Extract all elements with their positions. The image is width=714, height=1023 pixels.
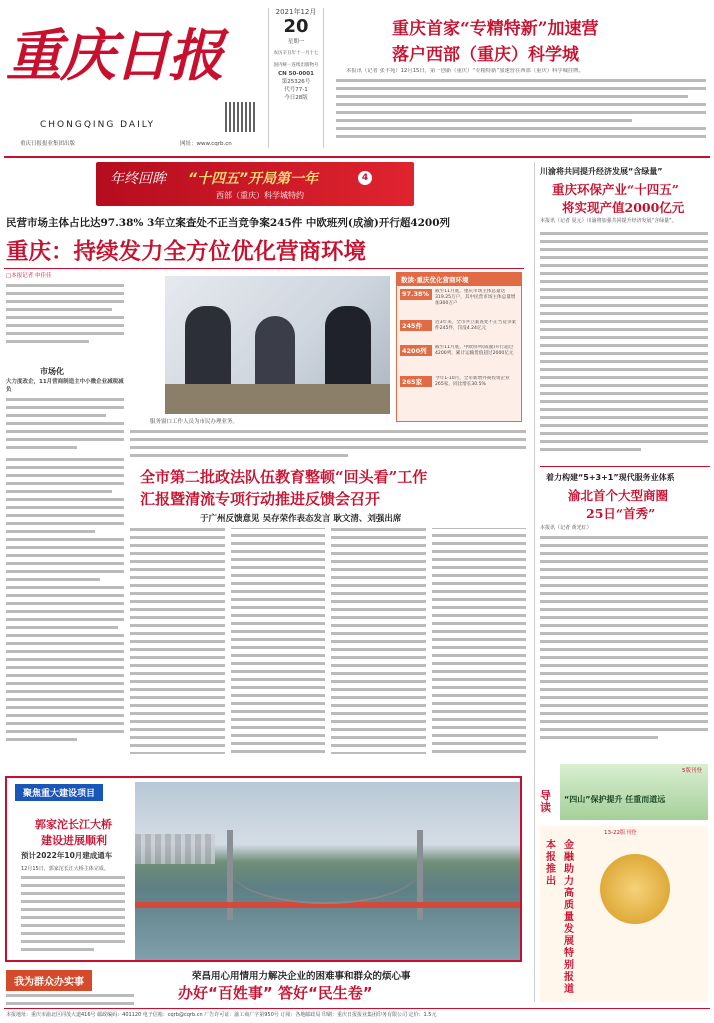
lead-photo — [165, 276, 390, 414]
bridge-sub: 预计2022年10月建成通车 — [21, 851, 113, 860]
banner-title: “十四五”开局第一年 — [188, 171, 319, 187]
top-story-body — [336, 68, 706, 152]
mall-byline: 本报讯（记者 黄光红） — [540, 525, 592, 531]
banner — [96, 162, 414, 206]
lead-rule — [4, 268, 524, 269]
date-issue-no: 第25326号 — [281, 79, 311, 85]
people-body — [6, 994, 134, 1008]
env-kicker: 川渝将共同提升经济发展“含绿量” — [540, 167, 663, 176]
lead-sub-head2: 大力度改企，11月营商制造主中小微企业减税减负 — [6, 379, 124, 393]
guide-col-title: 金融助力高质量发展特别报道 — [564, 840, 574, 995]
masthead-title: 重庆日报 — [6, 23, 222, 89]
right-col-rule — [534, 162, 535, 1002]
bridge-title2: 建设进展顺利 — [41, 834, 107, 847]
mall-body — [540, 536, 708, 754]
lead-sub-head1: 市场化 — [40, 367, 64, 376]
mall-title2: 25日“首秀” — [586, 506, 656, 521]
mall-title1: 渝北首个大型商圈 — [568, 488, 669, 503]
stat-text: 截至11月底，中欧班列(成渝)开行超过4200列，累计运输货值超过2000亿元 — [435, 345, 514, 356]
guide-page1: 5版刊登 — [682, 768, 702, 774]
stats-box — [396, 272, 522, 422]
lead-col1 — [6, 284, 124, 364]
date-issue-line: 国内统一连续出版物号 — [273, 63, 319, 68]
guide-label: 导读 — [540, 789, 551, 814]
stats-box-title: 数读·重庆优化营商环境 — [397, 273, 521, 286]
top-story-title1: 重庆首家“专精特新”加速营 — [392, 19, 599, 39]
rectify-title2: 汇报暨清流专项行动推进反馈会召开 — [140, 490, 381, 508]
rectify-title1: 全市第二批政法队伍教育整顿“回头看”工作 — [140, 468, 428, 486]
gold-coin-icon — [600, 854, 670, 924]
rectify-body — [130, 528, 526, 754]
lead-photo-caption: 服务窗口工作人员为市民办理业务。 — [150, 419, 239, 425]
env-title1: 重庆环保产业“十四五” — [552, 182, 679, 197]
stat-item — [400, 320, 518, 342]
footer-rule — [4, 1008, 710, 1009]
date-code: 代号77-1 — [284, 87, 308, 93]
env-body — [540, 232, 708, 452]
website: 网址：www.cqrb.cn — [180, 141, 232, 147]
guide-title1: “四山”保护提升 任重而道远 — [564, 795, 666, 804]
env-title2: 将实现产值2000亿元 — [562, 200, 685, 215]
stat-num: 4200列 — [400, 345, 432, 356]
bridge-title1: 郭家沱长江大桥 — [35, 818, 112, 831]
stat-item — [400, 376, 518, 398]
date-year-month: 2021年12月 — [275, 8, 317, 16]
people-kicker: 荣昌用心用情用力解决企业的困难事和群众的烦心事 — [192, 971, 411, 982]
stat-text: 今年1-10月，全市新增外商投资企业265家，同比增长30.5% — [435, 376, 510, 387]
city-buildings — [135, 834, 215, 864]
bridge-body — [21, 876, 125, 956]
rectify-names: 于广州反馈意见 吴存荣作表态发言 耿文清、刘强出席 — [200, 514, 402, 524]
masthead-rule — [4, 156, 710, 158]
stat-item — [400, 289, 518, 317]
bridge-photo — [135, 782, 520, 960]
date-day: 20 — [283, 16, 309, 37]
bridge-tag: 聚焦重大建设项目 — [15, 784, 103, 801]
banner-sub: 西部（重庆）科学城特约 — [216, 191, 304, 200]
date-block — [268, 8, 324, 148]
lead-title: 重庆：持续发力全方位优化营商环境 — [6, 239, 367, 265]
people-title: 办好“百姓事” 答好“民生卷” — [178, 984, 373, 1002]
stat-text: 截至11月底，重庆市场主体总量达319.25万户，其中民营市场主体总量增加300万户 — [435, 289, 516, 306]
date-cn: CN 50-0001 — [278, 71, 314, 77]
banner-slogan: 年终回眸 — [110, 171, 166, 187]
date-lunar: 农历辛丑年十一月十七 — [273, 51, 319, 56]
bridge-cable — [230, 834, 420, 904]
footer-text: 本报地址：重庆市渝北区同茂大道416号 邮政编码：401120 电子信箱：cqrb@cqrb.cn 广告许可证：渝工商广字第950号 订阅：各地邮政局 印刷：重庆日报报业集团印务有限公司 定价：1.5元 — [6, 1012, 437, 1018]
bridge-caption: 12月15日，郭家沱长江大桥主体完成。 — [21, 866, 109, 872]
env-byline: 本报讯（记者 夏元）川渝将加强共同提升经济发展“含绿量”。 — [540, 218, 677, 224]
counter-desk — [165, 384, 390, 414]
top-story-title2: 落户西部（重庆）科学城 — [392, 45, 579, 65]
guide-col-label: 本报推出 — [546, 840, 556, 887]
bridge-box — [5, 776, 522, 962]
guide-page2: 13-22版刊登 — [604, 830, 637, 836]
stat-item — [400, 345, 518, 373]
date-weekday: 星期一 — [287, 39, 305, 45]
lead-byline: □本报记者 申佳佳 — [6, 273, 52, 279]
qr-code — [225, 102, 255, 132]
stat-text: 近3年来，全市共立案查处不正当竞争案件245件，罚没4.24亿元 — [435, 320, 517, 331]
publisher: 重庆日报报业集团出版 — [20, 141, 76, 147]
banner-num: 4 — [358, 171, 372, 185]
stat-num: 265家 — [400, 376, 432, 387]
guide-card-1 — [560, 764, 708, 820]
masthead-pinyin: CHONGQING DAILY — [40, 120, 156, 130]
stat-num: 245件 — [400, 320, 432, 331]
date-pages: 今日28版 — [284, 95, 308, 101]
lead-body-bottom — [130, 430, 526, 470]
mall-rule — [540, 466, 710, 467]
left-col-story — [6, 458, 124, 758]
people-tag: 我为群众办实事 — [6, 970, 92, 991]
mall-kicker: 着力构建“5+3+1”现代服务业体系 — [546, 473, 675, 482]
top-story-byline: 本报讯（记者 张丰苑）12月15日，第一创新（重庆）“专精特新”加速营在西部（重庆）科学城挂牌。 — [346, 68, 584, 74]
lead-kicker: 民营市场主体占比达97.38% 3年立案查处不正当竞争案245件 中欧班列(成渝)开行超4200列 — [6, 217, 451, 229]
guide-card-2 — [540, 826, 708, 1002]
stat-num: 97.38% — [400, 289, 432, 300]
